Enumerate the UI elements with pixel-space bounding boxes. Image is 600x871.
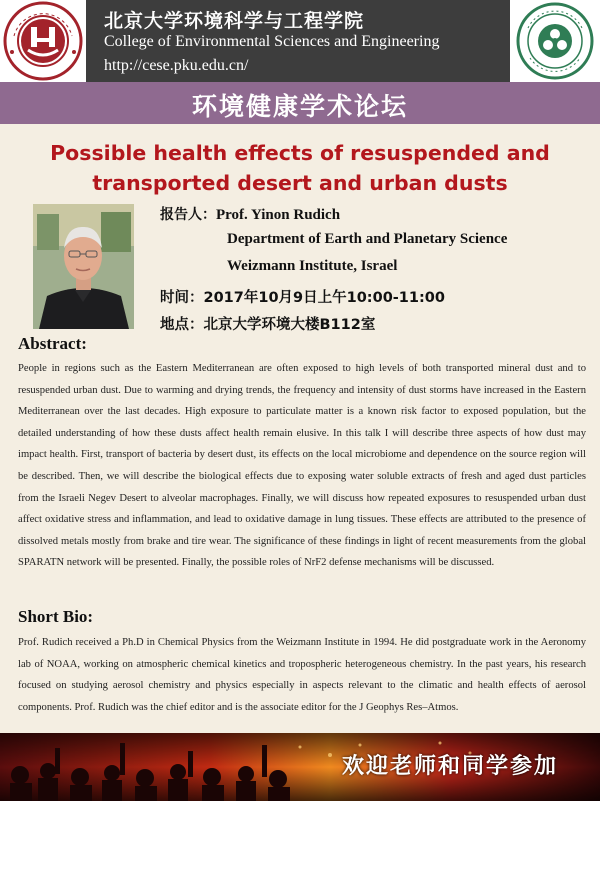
welcome-text: 欢迎老师和同学参加 [341, 753, 558, 779]
speaker-department: Department of Earth and Planetary Science [227, 231, 508, 247]
college-url[interactable]: http://cese.pku.edu.cn/ [104, 57, 249, 74]
speaker-line [160, 204, 340, 224]
time-line [160, 286, 445, 307]
abstract-text: People in regions such as the Eastern Mediterranean are often exposed to high levels of both transported mineral dust and to resuspended urban dust. Due to warming and drying trends, the frequency and intensity of dust storms have increased in the Eastern Mediterranean over the last decades. High exposure to particulate matter is a known risk factor to exposed population, but the detailed understanding of how these dusts affect health remain elusive. In this talk I will describe three aspects of how dust may impact health. First, transport of bacteria by desert dust, its effects on the local microbiome and dependence on the source region will be described. Then, we will describe the biological effects due to exposing water soluble extracts of fresh and aged dust particles from the Israeli Negev Desert to alveolar macrophages. Finally, we will discuss how repeated exposures to resuspended urban dust affect oxidative stress and inflammation, and lead to oxidative damage in lung tissues. These effects are attributed to the presence of dissolved metals mostly from brake and tire wear. The significance of these findings in light of recent measurements from the global SPARATN network will be presented. Finally, the possible roles of NrF2 defense mechanisms will be discussed. [18, 363, 586, 569]
forum-banner [0, 82, 600, 124]
talk-title-line-1: Possible health effects of resuspended and [50, 141, 550, 165]
header-bar [0, 0, 600, 82]
time-label: 时间： [160, 290, 204, 306]
speaker-name: Prof. Yinon Rudich [216, 207, 341, 223]
peking-university-logo [0, 0, 86, 82]
place-value: 北京大学环境大楼B112室 [203, 317, 376, 333]
forum-title: 环境健康学术论坛 [191, 92, 408, 121]
bio-heading: Short Bio: [18, 607, 94, 626]
abstract-heading: Abstract: [18, 334, 87, 353]
speaker-label: 报告人： [160, 207, 216, 223]
place-label: 地点： [160, 317, 204, 333]
college-name-chinese: 北京大学环境科学与工程学院 [104, 10, 365, 32]
place-line [160, 313, 375, 334]
speaker-photo [33, 204, 134, 329]
bio-text: Prof. Rudich received a Ph.D in Chemical Physics from the Weizmann Institute in 1994. He did postgraduate work in the Aeronomy lab of NOAA, working on atmospheric chemical kinetics and tropospheric heterogeneous chemistry. In the past years, his research focused on studying aerosol chemistry and physics especially in aspects relevant to the climatic and health effects of aerosol components. Prof. Rudich was the chief editor and is the associate editor for the J Geophys Res–Atmos. [18, 637, 586, 713]
footer-banner [0, 733, 600, 801]
speaker-institute: Weizmann Institute, Israel [227, 258, 398, 274]
time-value: 2017年10月9日上午10:00-11:00 [203, 290, 445, 306]
talk-title-line-2: transported desert and urban dusts [92, 171, 508, 195]
cese-logo [510, 0, 600, 82]
college-name-english: College of Environmental Sciences and Engineering [104, 33, 440, 50]
content-area [0, 124, 600, 733]
talk-title [20, 138, 580, 198]
